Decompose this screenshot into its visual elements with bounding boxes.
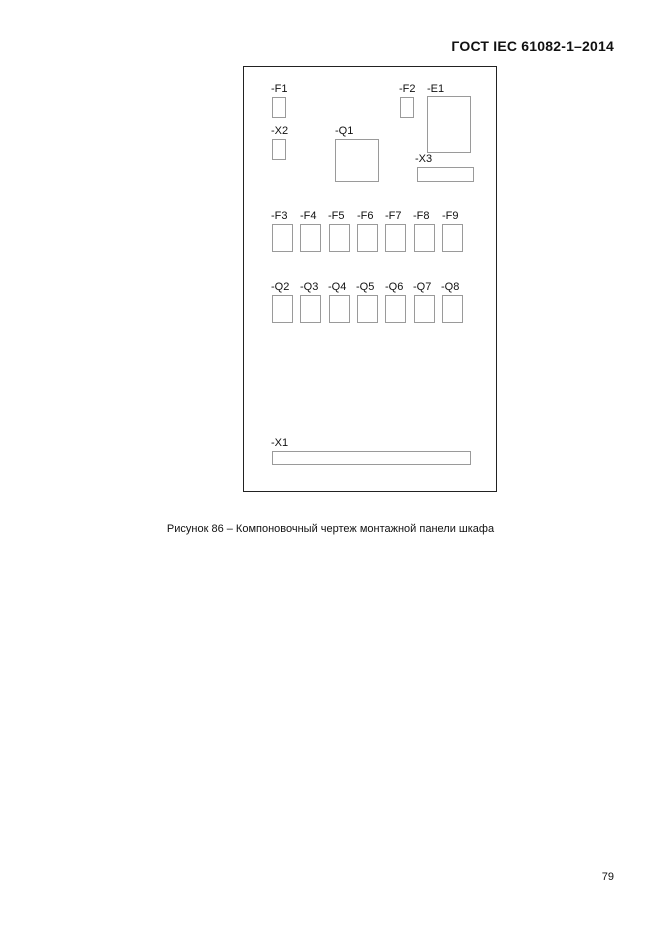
label-x1: -X1: [271, 437, 289, 449]
component-fuse: [414, 224, 435, 252]
label-breaker: -Q3: [300, 281, 319, 293]
component-breaker: [442, 295, 463, 323]
component-x3: [417, 167, 474, 182]
label-fuse: -F6: [357, 210, 374, 222]
component-fuse: [300, 224, 321, 252]
component-x2: [272, 139, 286, 160]
component-breaker: [300, 295, 321, 323]
label-breaker: -Q2: [271, 281, 290, 293]
component-breaker: [329, 295, 350, 323]
component-fuse: [385, 224, 406, 252]
label-e1: -E1: [427, 83, 445, 95]
label-breaker: -Q4: [328, 281, 347, 293]
component-f1: [272, 97, 286, 118]
label-breaker: -Q6: [385, 281, 404, 293]
document-header: ГОСТ IEC 61082-1–2014: [451, 38, 614, 54]
label-fuse: -F4: [300, 210, 317, 222]
label-fuse: -F9: [442, 210, 459, 222]
label-breaker: -Q8: [441, 281, 460, 293]
component-breaker: [357, 295, 378, 323]
label-x2: -X2: [271, 125, 289, 137]
label-fuse: -F3: [271, 210, 288, 222]
component-fuse: [272, 224, 293, 252]
mounting-panel: [243, 66, 497, 492]
component-breaker: [272, 295, 293, 323]
component-breaker: [385, 295, 406, 323]
label-x3: -X3: [415, 153, 433, 165]
page-number: 79: [601, 871, 614, 883]
label-f2: -F2: [399, 83, 416, 95]
component-fuse: [357, 224, 378, 252]
component-q1: [335, 139, 379, 182]
component-f2: [400, 97, 414, 118]
figure-caption: Рисунок 86 – Компоновочный чертеж монтажной панели шкафа: [166, 523, 495, 535]
component-e1: [427, 96, 471, 153]
label-fuse: -F5: [328, 210, 345, 222]
label-q1: -Q1: [335, 125, 354, 137]
label-breaker: -Q7: [413, 281, 432, 293]
component-breaker: [414, 295, 435, 323]
label-f1: -F1: [271, 83, 288, 95]
component-fuse: [329, 224, 350, 252]
component-fuse: [442, 224, 463, 252]
label-fuse: -F8: [413, 210, 430, 222]
label-breaker: -Q5: [356, 281, 375, 293]
label-fuse: -F7: [385, 210, 402, 222]
component-x1-terminal-strip: [272, 451, 471, 465]
